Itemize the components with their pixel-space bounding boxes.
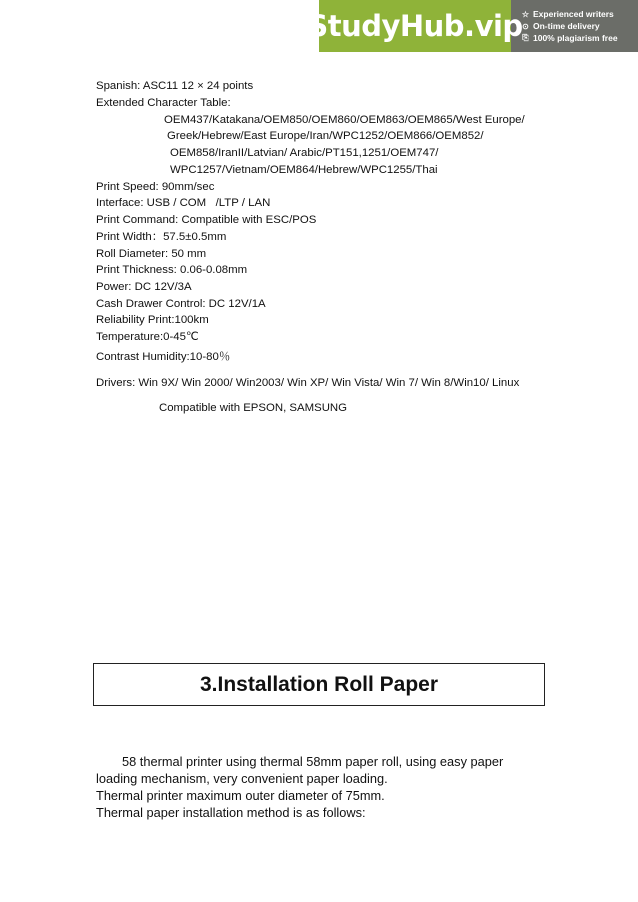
star-icon: ☆	[521, 9, 530, 19]
banner-item-label: On-time delivery	[533, 21, 600, 31]
spec-compatible: Compatible with EPSON, SAMSUNG	[159, 402, 348, 414]
banner-item-label: 100% plagiarism free	[533, 33, 618, 43]
banner-item-label: Experienced writers	[533, 9, 614, 19]
section-heading-box	[93, 663, 545, 706]
spec-humidity: Contrast Humidity:10-80％	[96, 351, 231, 363]
paragraph-line: 58 thermal printer using thermal 58mm paper roll, using easy paper	[122, 754, 504, 769]
clock-icon: ⊙	[522, 21, 529, 31]
spec-cash-drawer: Cash Drawer Control: DC 12V/1A	[96, 298, 266, 310]
paragraph-line: loading mechanism, very convenient paper loading.	[96, 771, 388, 786]
section-heading: 3.Installation Roll Paper	[199, 672, 439, 696]
spec-ext-line: Greek/Hebrew/East Europe/Iran/WPC1252/OEM866/OEM852/	[167, 130, 484, 142]
spec-print-thickness: Print Thickness: 0.06-0.08mm	[96, 264, 248, 276]
spec-power: Power: DC 12V/3A	[96, 281, 192, 293]
spec-print-command: Print Command: Compatible with ESC/POS	[96, 214, 317, 226]
spec-ext-line: OEM858/IranII/Latvian/ Arabic/PT151,1251/OEM747/	[170, 147, 439, 159]
banner-features	[511, 0, 638, 52]
banner-item-delivery	[521, 21, 638, 31]
paragraph-line: Thermal paper installation method is as follows:	[96, 805, 366, 820]
spec-spanish: Spanish: ASC11 12 × 24 points	[96, 80, 254, 92]
spec-ext-table-label: Extended Character Table:	[96, 97, 231, 109]
spec-print-speed: Print Speed: 90mm/sec	[96, 181, 215, 193]
spec-drivers: Drivers: Win 9X/ Win 2000/ Win2003/ Win XP/ Win Vista/ Win 7/ Win 8/Win10/ Linux	[96, 377, 520, 389]
paragraph-line: Thermal printer maximum outer diameter of 75mm.	[96, 788, 385, 803]
spec-print-width: Print Width：57.5±0.5mm	[96, 231, 227, 243]
copy-icon: ⎘	[522, 33, 529, 42]
spec-ext-line: WPC1257/Vietnam/OEM864/Hebrew/WPC1255/Thai	[170, 164, 438, 176]
studyhub-banner[interactable]	[307, 0, 638, 52]
spec-temperature: Temperature:0-45℃	[96, 331, 199, 343]
banner-item-writers	[521, 9, 638, 19]
banner-item-plagiarism	[521, 33, 638, 43]
spec-reliability: Reliability Print:100km	[96, 314, 209, 326]
spec-roll-diameter: Roll Diameter: 50 mm	[96, 248, 207, 260]
spec-interface: Interface: USB / COM /LTP / LAN	[96, 197, 271, 209]
brand-logo: StudyHub.vip	[319, 0, 511, 52]
spec-ext-line: OEM437/Katakana/OEM850/OEM860/OEM863/OEM865/West Europe/	[164, 114, 525, 126]
